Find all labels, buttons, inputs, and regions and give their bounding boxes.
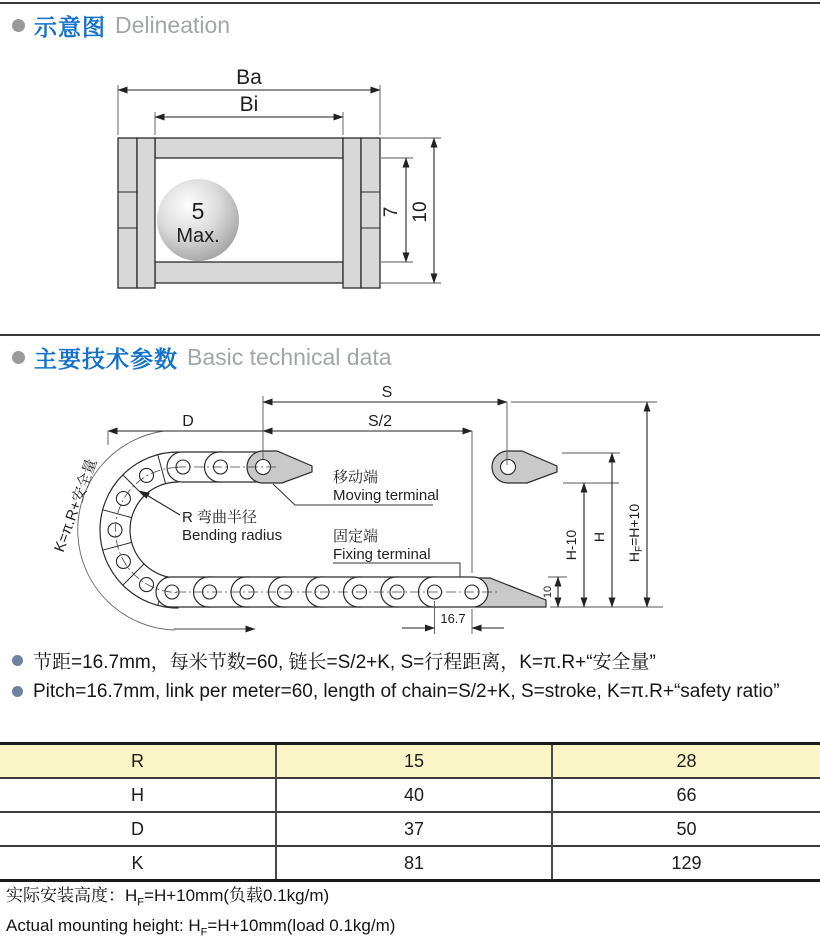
dim-label-ba: Ba [236,66,262,89]
table-row-h [0,778,820,812]
cell-value: 50 [552,812,820,846]
row-label: K [0,846,276,881]
section-title-zh: 主要技术参数 [34,346,178,372]
section-title-en: Basic technical data [187,344,392,370]
cell-value: 129 [552,846,820,881]
ball-value: 5 [191,198,205,224]
row-label: R [0,744,276,779]
note-en [12,676,812,707]
dim-label-d: D [182,413,194,430]
moving-terminal-label-en: Moving terminal [333,487,439,504]
cell-value: 28 [552,744,820,779]
ball-max-label: Max. [176,225,220,247]
note-zh-text: 节距=16.7mm，每米节数=60, 链长=S/2+K, S=行程距离，K=π.R+“安全量” [33,652,656,673]
section-title-en: Delineation [115,12,231,38]
fixing-terminal-label-en: Fixing terminal [333,546,431,563]
notes [12,645,812,707]
table-row-r [0,744,820,779]
section-bullet-icon [12,19,25,32]
cell-value: 37 [276,812,552,846]
dim-label-s2: S/2 [367,413,393,430]
k-formula-label: K=π.R+安全量 [51,456,101,555]
note-bullet-icon [12,655,23,666]
section-header-delineation [12,9,230,42]
dim-label-hf: $H_F=H+10$ [626,503,645,563]
chain-side-view-diagram [30,385,690,647]
fixing-terminal-label-zh: 固定端 [333,528,379,545]
section-bullet-icon [12,351,25,364]
cell-value: 15 [276,744,552,779]
chain-frame [118,138,380,288]
cell-value: 66 [552,778,820,812]
moving-terminal-label-zh: 移动端 [333,469,379,486]
table-row-d [0,812,820,846]
dim-label-10: 10 [410,201,431,223]
dim-label-s: S [381,385,393,401]
spec-table [0,742,820,882]
note-en-text: Pitch=16.7mm, link per meter=60, length of chain=S/2+K, S=stroke, K=π.R+“safety ratio” [33,680,780,702]
mounting-height-zh: 实际安装高度：$H_F=H+10mm$(负载0.1kg/m) [6,886,330,909]
dim-label-10: 10 [542,585,554,599]
section-header-technical [12,341,392,374]
cell-value: 81 [276,846,552,881]
dim-label-bi: Bi [239,93,259,116]
note-bullet-icon [12,686,23,697]
section-rule [0,334,820,336]
dim-label-h10: H-10 [563,529,579,561]
section-title-zh: 示意图 [34,14,106,40]
dim-label-7: 7 [381,206,402,218]
note-zh [12,645,812,676]
cross-section-diagram [100,55,470,305]
row-label: H [0,778,276,812]
row-label: D [0,812,276,846]
dim-label-pitch: 16.7 [440,611,466,626]
dim-label-h: H [591,531,607,543]
table-row-k [0,846,820,881]
radius-label-zh: R 弯曲半径 [182,509,258,526]
top-rule [0,2,820,4]
mounting-height-note [6,884,395,940]
radius-label-en: Bending radius [182,527,283,544]
cell-value: 40 [276,778,552,812]
mounting-height-en: Actual mounting height: $H_F=H+10mm(load$ 0.1kg/m) [6,916,396,939]
